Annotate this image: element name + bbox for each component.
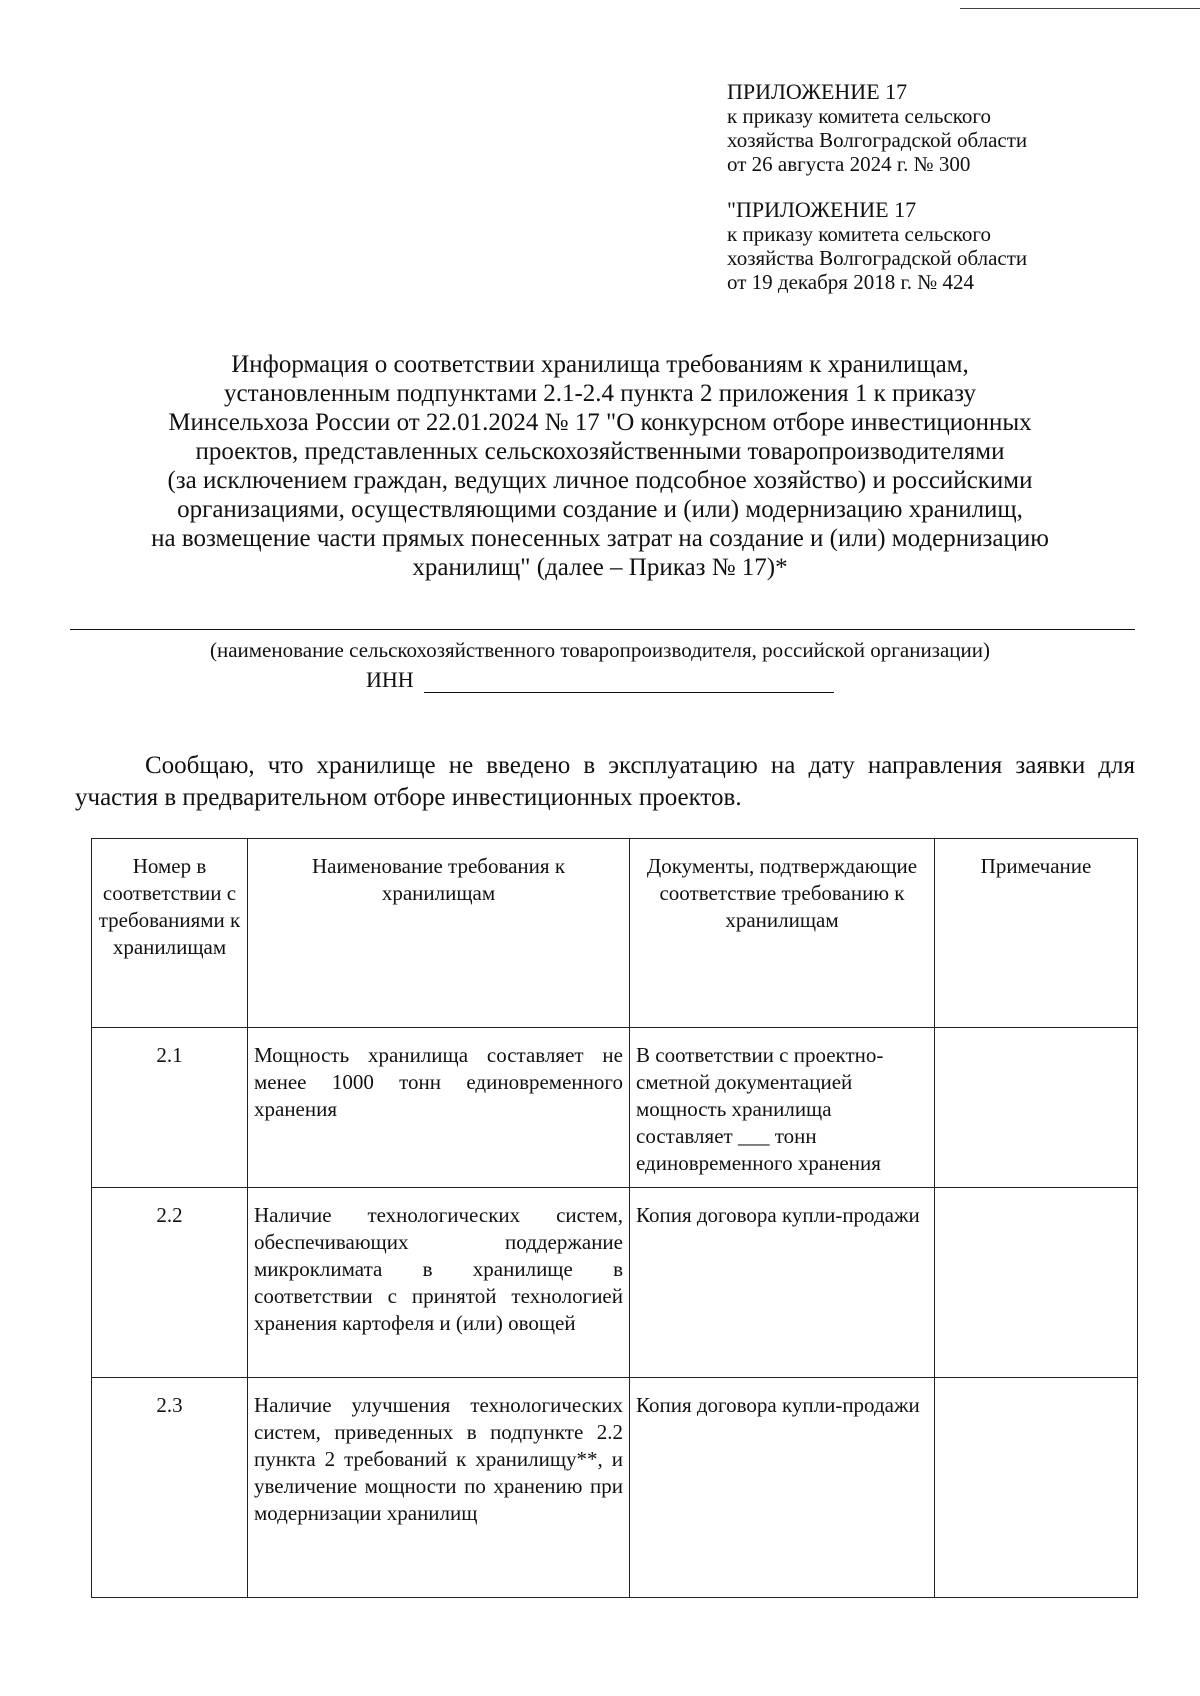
row-note[interactable] xyxy=(935,1028,1138,1188)
appendix-previous-block xyxy=(727,198,1027,294)
table-row xyxy=(92,1188,1138,1378)
row-requirement: Мощность хранилища составляет не менее 1000 тонн единовременного хранения xyxy=(248,1028,630,1188)
top-edge-rule xyxy=(960,8,1200,9)
appendix-current-line: хозяйства Волгоградской области xyxy=(727,128,1028,152)
row-number: 2.1 xyxy=(92,1028,248,1188)
row-note[interactable] xyxy=(935,1378,1138,1598)
statement-paragraph: Сообщаю, что хранилище не введено в эксплуатацию на дату направления заявки для участия в предварительном отборе инвестиционных проектов. xyxy=(75,752,1135,811)
row-number: 2.2 xyxy=(92,1188,248,1378)
title-line: хранилищ" (далее – Приказ № 17)* xyxy=(412,554,788,581)
table-header-row xyxy=(92,839,1138,1028)
row-number: 2.3 xyxy=(92,1378,248,1598)
applicant-name-field[interactable] xyxy=(70,629,1135,630)
applicant-name-caption: (наименование сельскохозяйственного товаропроизводителя, российской организации) xyxy=(209,638,991,662)
document-title xyxy=(60,350,1140,582)
inn-label: ИНН xyxy=(366,667,414,692)
inn-field[interactable] xyxy=(424,670,834,693)
row-documents: Копия договора купли-продажи xyxy=(630,1188,935,1378)
title-line: организациями, осуществляющими создание и (или) модернизацию хранилищ, xyxy=(177,496,1023,523)
header-note: Примечание xyxy=(935,839,1138,1028)
appendix-previous-line: к приказу комитета сельского xyxy=(727,222,992,246)
appendix-previous-line: от 19 декабря 2018 г. № 424 xyxy=(727,270,974,294)
header-documents: Документы, подтверждающие соответствие требованию к хранилищам xyxy=(630,839,935,1028)
row-note[interactable] xyxy=(935,1188,1138,1378)
appendix-previous-title: "ПРИЛОЖЕНИЕ 17 xyxy=(727,197,917,222)
header-number: Номер в соответствии с требованиями к хранилищам xyxy=(92,839,248,1028)
appendix-current-line: от 26 августа 2024 г. № 300 xyxy=(727,152,971,176)
title-line: на возмещение части прямых понесенных затрат на создание и (или) модернизацию xyxy=(151,525,1049,552)
row-requirement: Наличие технологических систем, обеспечивающих поддержание микроклимата в хранилище в соответствии с принятой технологией хранения картофеля и (или) овощей xyxy=(248,1188,630,1378)
row-requirement: Наличие улучшения технологических систем, приведенных в подпункте 2.2 пункта 2 требований к хранилищу**, и увеличение мощности по хранению при модернизации хранилищ xyxy=(248,1378,630,1598)
title-line: Информация о соответствии хранилища требованиям к хранилищам, xyxy=(231,351,969,378)
header-requirement: Наименование требования к хранилищам xyxy=(248,839,630,1028)
title-line: Минсельхоза России от 22.01.2024 № 17 "О конкурсном отборе инвестиционных xyxy=(168,409,1032,436)
table-row xyxy=(92,1028,1138,1188)
table-row xyxy=(92,1378,1138,1598)
appendix-current-block xyxy=(727,80,1027,176)
inn-row xyxy=(366,667,834,693)
row-documents: В соответствии с проектно-сметной документацией мощность хранилища составляет ___ тонн единовременного хранения xyxy=(630,1028,935,1188)
appendix-current-line: к приказу комитета сельского xyxy=(727,104,992,128)
title-line: установленным подпунктами 2.1-2.4 пункта 2 приложения 1 к приказу xyxy=(224,380,976,407)
requirements-table xyxy=(91,838,1138,1598)
title-line: проектов, представленных сельскохозяйственными товаропроизводителями xyxy=(195,438,1005,465)
appendix-previous-line: хозяйства Волгоградской области xyxy=(727,246,1028,270)
appendix-current-title: ПРИЛОЖЕНИЕ 17 xyxy=(727,79,908,104)
title-line: (за исключением граждан, ведущих личное подсобное хозяйство) и российскими xyxy=(167,467,1033,494)
row-documents: Копия договора купли-продажи xyxy=(630,1378,935,1598)
